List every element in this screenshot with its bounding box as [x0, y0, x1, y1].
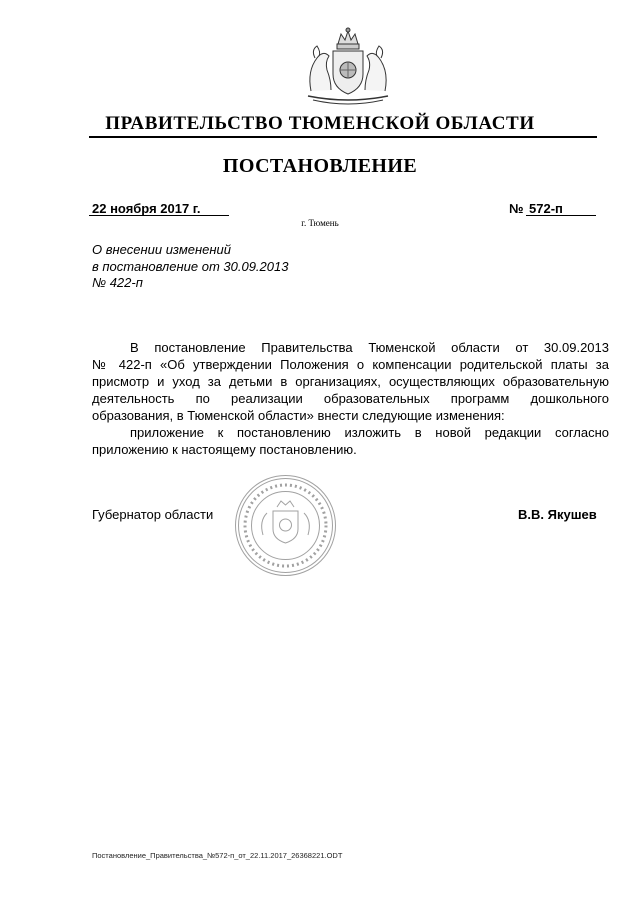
number-underline [526, 215, 596, 216]
paragraph-line: В постановление Правительства Тюменской области от 30.09.2013 [130, 340, 609, 355]
paragraph-line: образования, в Тюменской области» внести следующие изменения: [92, 408, 505, 423]
subject-line: О внесении изменений [92, 242, 231, 257]
subject-line: в постановление от 30.09.2013 [92, 258, 289, 274]
footer-filename: Постановление_Правительства_№572-п_от_22.11.2017_26368221.ODT [92, 851, 343, 860]
coat-of-arms-icon [303, 26, 393, 108]
paragraph-line: № 422-п «Об утверждении Положения о компенсации родительской платы за [92, 357, 609, 372]
paragraph-line: присмотр и уход за детьми в организациях, осуществляющих образовательную [92, 374, 609, 389]
official-seal-icon [233, 473, 338, 578]
signatory-name: В.В. Якушев [518, 507, 597, 522]
organization-title: ПРАВИТЕЛЬСТВО ТЮМЕНСКОЙ ОБЛАСТИ [105, 113, 535, 134]
date-underline [89, 215, 229, 216]
paragraph-line: приложению к настоящему постановлению. [92, 442, 357, 457]
title-divider [89, 136, 597, 138]
document-subject [92, 242, 288, 292]
document-number-label: № [509, 201, 524, 216]
paragraph-line: деятельность по реализации образовательных программ дошкольного [92, 391, 609, 406]
document-type: ПОСТАНОВЛЕНИЕ [222, 155, 418, 177]
document-number: 572-п [529, 201, 563, 216]
body-paragraph [92, 424, 609, 458]
signatory-role: Губернатор области [92, 507, 214, 522]
city: г. Тюмень [301, 218, 339, 228]
body-paragraph [92, 339, 609, 424]
subject-line: № 422-п [92, 275, 143, 290]
document-date: 22 ноября 2017 г. [92, 201, 201, 216]
paragraph-line: приложение к постановлению изложить в новой редакции согласно [130, 425, 609, 440]
